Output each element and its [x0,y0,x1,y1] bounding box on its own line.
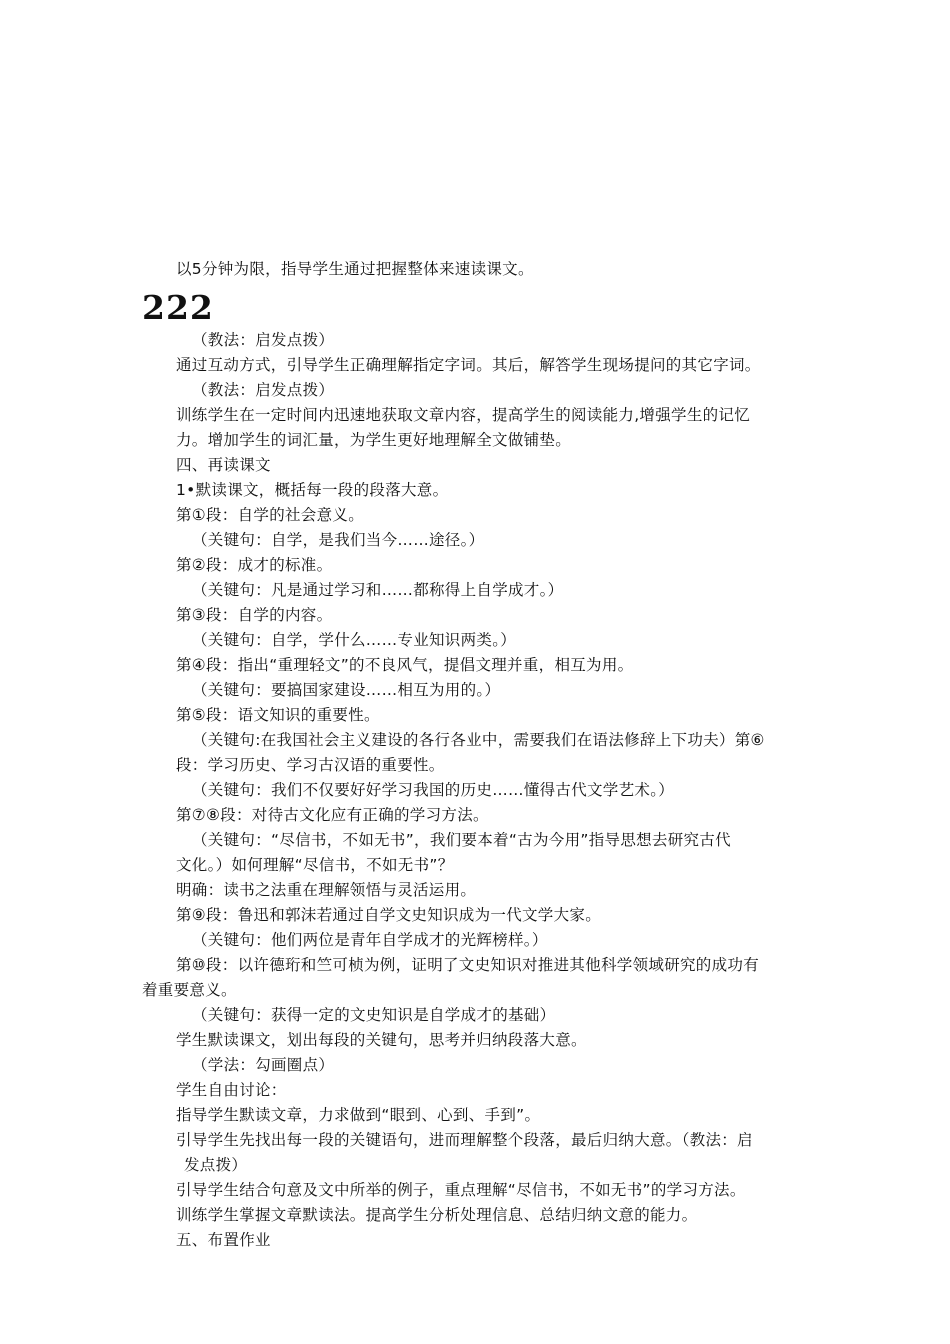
text-line: 训练学生掌握文章默读法。提高学生分析处理信息、总结归纳文意的能力。 [176,1206,698,1224]
text-line: （关键句：获得一定的文史知识是自学成才的基础） [192,1006,556,1024]
text-line: 第②段：成才的标准。 [176,556,333,574]
text-line: 引导学生结合句意及文中所举的例子，重点理解“尽信书，不如无书”的学习方法。 [176,1181,746,1199]
text-line: （关键句：我们不仅要好好学习我国的历史……懂得古代文学艺术。） [192,781,675,799]
text-line: （关键句：自学，学什么……专业知识两类。） [192,631,517,649]
text-line: （学法：勾画圈点） [192,1056,335,1074]
text-line: 着重要意义。 [142,981,237,999]
text-line: 第④段：指出“重理轻文”的不良风气，提倡文理并重，相互为用。 [176,656,634,674]
text-line: 指导学生默读文章，力求做到“眼到、心到、手到”。 [176,1106,541,1124]
text-line: （关键句：他们两位是青年自学成才的光辉榜样。） [192,931,548,949]
text-line: （教法：启发点拨） [192,331,335,349]
section-heading: 四、再读课文 [176,456,271,474]
text-line: 明确：读书之法重在理解领悟与灵活运用。 [176,881,477,899]
text-line: 力。增加学生的词汇量，为学生更好地理解全文做铺垫。 [176,431,572,449]
section-heading: 五、布置作业 [176,1231,271,1249]
text-line: （关键句：自学，是我们当今……途径。） [192,531,485,549]
text-line: （关键句：要搞国家建设……相互为用的。） [192,681,501,699]
text-line: 学生自由讨论： [176,1081,287,1099]
text-line: 第⑤段：语文知识的重要性。 [176,706,380,724]
text-line: 1•默读课文，概括每一段的段落大意。 [176,481,449,499]
text-line: （关键句:在我国社会主义建设的各行各业中，需要我们在语法修辞上下功夫）第⑥ [192,731,765,749]
text-line: 第⑦⑧段：对待古文化应有正确的学习方法。 [176,806,489,824]
big-number: 222 [142,288,214,327]
text-line: 文化。）如何理解“尽信书，不如无书”？ [176,856,454,874]
text-line: 发点拨） [184,1156,248,1174]
text-line: 通过互动方式，引导学生正确理解指定字词。其后，解答学生现场提问的其它字词。 [176,356,761,374]
text-line: 第①段：自学的社会意义。 [176,506,364,524]
text-line: 第⑩段：以许德珩和竺可桢为例，证明了文史知识对推进其他科学领域研究的成功有 [176,956,759,974]
text-line: 训练学生在一定时间内迅速地获取文章内容，提高学生的阅读能力,增强学生的记忆 [176,406,751,424]
text-line: 第⑨段：鲁迅和郭沫若通过自学文史知识成为一代文学大家。 [176,906,601,924]
text-line: 引导学生先找出每一段的关键语句，进而理解整个段落，最后归纳大意。（教法：启 [176,1131,753,1149]
text-line: 第③段：自学的内容。 [176,606,333,624]
text-line: （关键句：凡是通过学习和……都称得上自学成才。） [192,581,564,599]
text-line: 学生默读课文，划出每段的关键句，思考并归纳段落大意。 [176,1031,587,1049]
text-line: （关键句：“尽信书，不如无书”，我们要本着“古为今用”指导思想去研究古代 [192,831,731,849]
intro-line: 以5分钟为限，指导学生通过把握整体来速读课文。 [176,260,534,278]
text-line: 段：学习历史、学习古汉语的重要性。 [176,756,445,774]
text-line: （教法：启发点拨） [192,381,335,399]
